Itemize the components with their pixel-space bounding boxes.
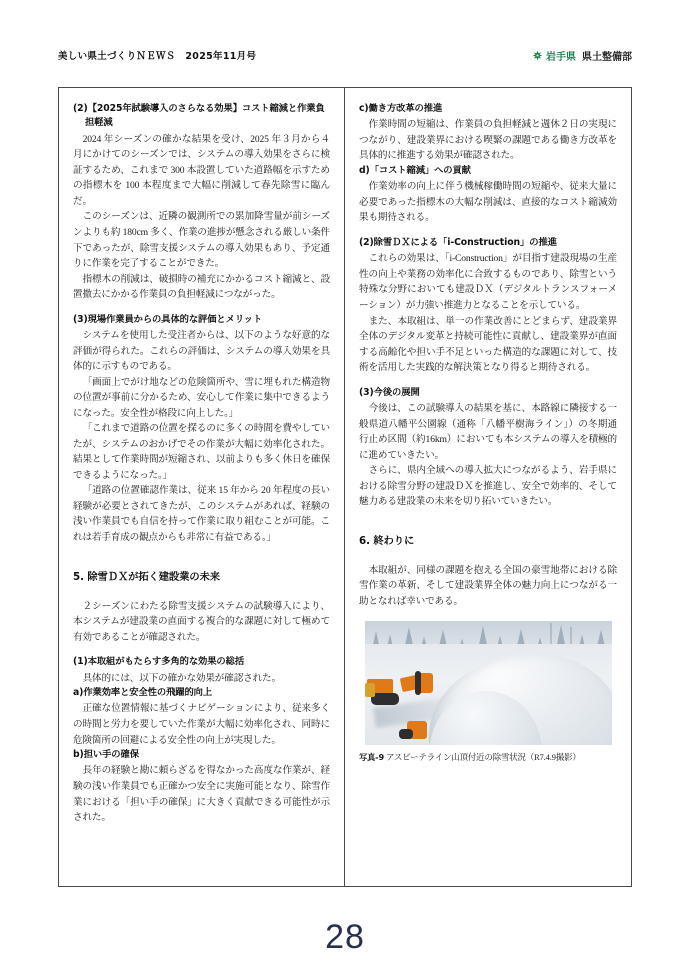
heading-item-c: c)働き方改革の推進 [359,103,443,114]
snow-removal-photo [365,621,612,745]
spacer [359,226,617,236]
brand-prefecture-label: 岩手県 [546,51,576,63]
newsletter-title: 美しい県土づくりＮＥＷＳ 2025年11月号 [58,51,257,62]
heading-item-b: b)担い手の確保 [73,749,139,761]
article-body-frame [58,87,632,887]
paragraph-item-a: 正確な位置情報に基づくナビゲーションにより、従来多くの時間と労力を要していた作業が大幅に効率化され、同時に危険箇所の回避による安全性の向上が実現した。 [73,703,330,746]
paragraph-5-3-2: さらに、県内全域への導入拡大につながるよう、岩手県における除雪分野の建設ＤＸを推進し、安全で効率的、そして魅力ある建設業の未来を切り拓いていきたい。 [359,465,617,508]
heading-section-5-1: (1)本取組がもたらす多角的な効果の総括 [73,656,245,668]
page-header [58,44,632,66]
heading-section-2: (2)【2025年試験導入のさらなる効果】コスト縮減と作業負担軽減 [73,103,325,129]
spacer [359,547,617,563]
photo-snowplow-chute [415,671,421,695]
heading-chapter-5: 5. 除雪ＤＸが拓く建設業の未来 [73,570,220,583]
column-right [345,88,631,886]
quote-3: 「道路の位置確認作業は、従来 15 年から 20 年程度の長い経験が必要とされてきたが、このシステムがあれば、経験の浅い作業員でも自信を持って作業に取り組むことが可能。これは若手育成の観点からも非常に有益である。」 [73,485,330,543]
photo-caption [359,751,581,763]
iwate-pref-logo-icon [532,50,543,61]
column-left [59,88,345,886]
paragraph-5-2-2: また、本取組は、単一の作業改善にとどまらず、建設業界全体のデジタル変革と持続可能性に貢献し、建設業界が直面する高齢化や担い手不足といった構造的な課題に対して、技術を活用した実践的な解決策となり得ると期待される。 [359,315,617,374]
paragraph-6-1: 本取組が、同様の課題を抱える全国の豪雪地帯における除雪作業の革新、そして建設業界全体の魅力向上につながる一助となれば幸いである。 [359,564,617,607]
heading-chapter-6: 6. 終わりに [359,534,415,547]
paragraph-2-2: このシーズンは、近隣の観測所での累加降雪量が前シーズンよりも約 180cm 多く、作業の進捗が懸念される厳しい条件下であったが、除雪支援システムの導入効果もあり、予定通りに作業を完了することができた。 [73,211,330,270]
paragraph-3-1: システムを使用した受注者からは、以下のような好意的な評価が得られた。これらの評価は、システムの導入効果を具体的に示すものである。 [73,330,330,373]
prefecture-brand [532,48,632,63]
spacer [73,303,330,313]
spacer [73,583,330,599]
quote-1: 「画面上でがけ地などの危険箇所や、雪に埋もれた構造物の位置が事前に分かるため、安心して作業に集中できるようになった。安全性が格段に向上した。」 [73,376,330,419]
heading-section-5-2: (2)除雪ＤＸによる「i-Construction」の推進 [359,237,557,248]
heading-item-a: a)作業効率と安全性の飛躍的向上 [73,687,213,699]
paragraph-item-c: 作業時間の短縮は、作業員の負担軽減と週休２日の実現につながり、建設業界における喫緊の課題である働き方改革を具体的に推進する効果が確認された。 [359,119,617,162]
paragraph-5-2-1: これらの効果は、「i-Construction」が目指す建設現場の生産性の向上や業務の効率化に合致するものであり、除雪という特殊な分野においても建設ＤＸ（デジタルトランスフォーメーション）が力強い推進力となることを示している。 [359,253,617,311]
spacer [73,645,330,655]
paragraph-5-intro: ２シーズンにわたる除雪支援システムの試験導入により、本システムが建設業の直面する複合的な課題に対して極めて有効であることが確認された。 [73,600,330,643]
spacer [73,546,330,568]
paragraph-2-3: 指標木の削減は、破損時の補充にかかるコスト縮減と、設置撤去にかかる作業員の負担軽減につながった。 [73,273,330,301]
paragraph-item-b: 長年の経験と勘に頼らざるを得なかった高度な作業が、経験の浅い作業員でも正確かつ安全に実施可能となり、除雪作業における「担い手の確保」に大きく貢献できる可能性が示された。 [73,765,330,824]
brand-department-label: 県土整備部 [582,51,632,63]
photo-snowplow-cab [365,683,375,697]
photo-snowplow-secondary-track [399,729,413,739]
spacer [359,376,617,386]
spacer [359,510,617,532]
figure-photo-9 [359,621,617,763]
page-number: 28 [325,918,365,956]
paragraph-5-1-1: 具体的には、以下の確かな効果が確認された。 [82,672,281,684]
paragraph-item-d: 作業効率の向上に伴う機械稼働時間の短縮や、従来大量に必要であった指標木の大幅な削減は、直接的なコスト縮減効果も期待される。 [359,181,617,224]
heading-item-d: d)「コスト縮減」への貢献 [359,165,471,176]
quote-2: 「これまで道路の位置を探るのに多くの時間を費やしていたが、システムのおかげでその作業が大幅に効率化された。結果として作業時間が短縮され、以前よりも多く休日を確保できるようになった。」 [73,423,330,481]
paragraph-5-3-1: 今後は、この試験導入の結果を基に、本路線に隣接する一般県道八幡平公園線（通称「八幡平樹海ライン」）の冬期通行止め区間（約16km）においても本システムの導入を積極的に進めていきたい。 [359,403,617,461]
heading-section-3: (3)現場作業員からの具体的な評価とメリット [73,313,263,325]
heading-section-5-3: (3)今後の展開 [359,386,420,398]
paragraph-2-1: 2024 年シーズンの確かな結果を受け、2025 年３月から４月にかけてのシーズンでは、システムの導入効果をさらに検証するため、これまで 300 本設置していた道路幅を示すための指標木を 100 本程度まで大幅に削減して春先除雪に臨んだ。 [73,133,330,207]
photo-caption-text: アスピーテライン山頂付近の除雪状況（R7.4.9撮影） [386,753,581,763]
photo-snowplow-track [371,693,399,705]
photo-caption-label: 写真-9 [359,752,385,763]
